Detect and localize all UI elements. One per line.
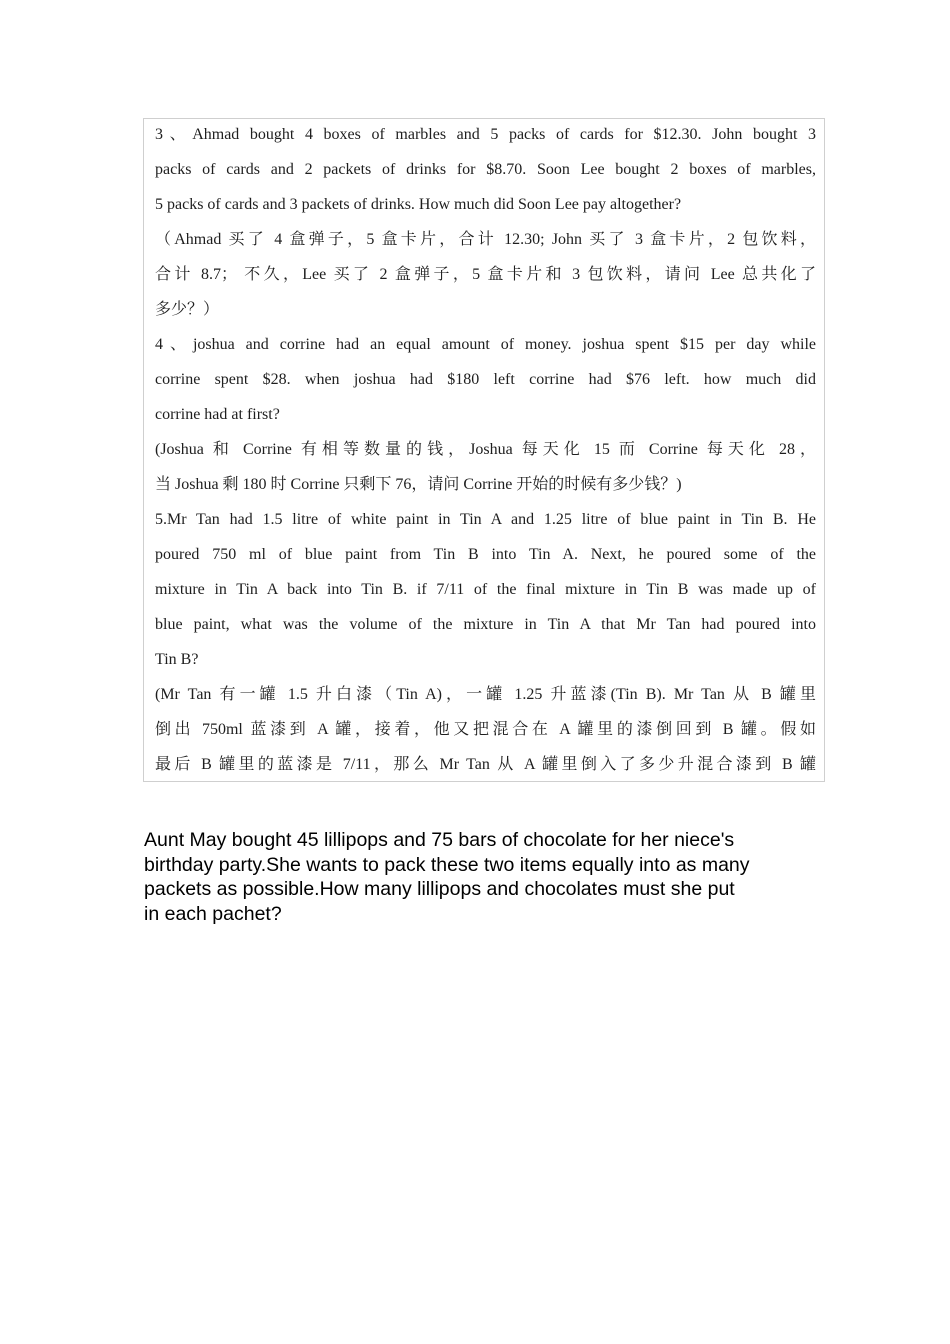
q3-translation-line-3: 多少？）: [155, 301, 220, 318]
question-line-4: in each pachet?: [144, 902, 282, 925]
q5-line-4: blue paint, what was the volume of the mixture in Tin A that Mr Tan had poured into: [155, 616, 816, 633]
q5-translation-line-2: 倒出 750ml 蓝漆到 A 罐，接着，他又把混合在 A 罐里的漆倒回到 B 罐。假如: [155, 721, 816, 738]
q4-line-2: corrine spent $28. when joshua had $180 left corrine had $76 left. how much did: [155, 371, 816, 388]
q4-translation-line-2: 当 Joshua 剩 180 时 Corrine 只剩下 76，请问 Corrine 开始的时候有多少钱？): [155, 476, 682, 493]
q3-line-1: 3、Ahmad bought 4 boxes of marbles and 5 packs of cards for $12.30. John bought 3: [155, 126, 816, 143]
q5-line-1: 5.Mr Tan had 1.5 litre of white paint in Tin A and 1.25 litre of blue paint in Tin B. He: [155, 511, 816, 528]
q3-line-3: 5 packs of cards and 3 packets of drinks. How much did Soon Lee pay altogether?: [155, 196, 682, 213]
q5-line-2: poured 750 ml of blue paint from Tin B into Tin A. Next, he poured some of the: [155, 546, 816, 563]
q5-line-5: Tin B?: [155, 651, 199, 668]
question-line-3: packets as possible.How many lillipops and chocolates must she put: [144, 878, 735, 900]
q4-translation-line-1: (Joshua 和 Corrine 有相等数量的钱，Joshua 每天化 15 而 Corrine 每天化 28，: [155, 441, 816, 458]
q5-line-3: mixture in Tin A back into Tin B. if 7/11 of the final mixture in Tin B was made up of: [155, 581, 816, 598]
question-line-1: Aunt May bought 45 lillipops and 75 bars of chocolate for her niece's: [144, 829, 735, 851]
q5-translation-line-1: (Mr Tan 有一罐 1.5 升白漆（Tin A)，一罐 1.25 升蓝漆(Tin B). Mr Tan 从 B 罐里: [155, 686, 816, 703]
q5-translation-line-3: 最后 B 罐里的蓝漆是 7/11，那么 Mr Tan 从 A 罐里倒入了多少升混合漆到 B 罐: [155, 756, 816, 773]
q4-line-1: 4、joshua and corrine had an equal amount of money. joshua spent $15 per day while: [155, 336, 816, 353]
question-line-2: birthday party.She wants to pack these two items equally into as many: [144, 853, 750, 876]
q3-line-2: packs of cards and 2 packets of drinks for $8.70. Soon Lee bought 2 boxes of marbles,: [155, 161, 816, 178]
q3-translation-line-2: 合计 8.7； 不久，Lee 买了 2 盒弹子，5 盒卡片和 3 包饮料，请问 Lee 总共化了: [155, 266, 816, 283]
q3-translation-line-1: （Ahmad 买了 4 盒弹子，5 盒卡片，合计 12.30; John 买了 3 盒卡片，2 包饮料，: [155, 231, 816, 248]
question-paragraph: [144, 828, 824, 926]
scanned-worksheet-image: [143, 118, 825, 782]
q4-line-3: corrine had at first?: [155, 406, 280, 423]
